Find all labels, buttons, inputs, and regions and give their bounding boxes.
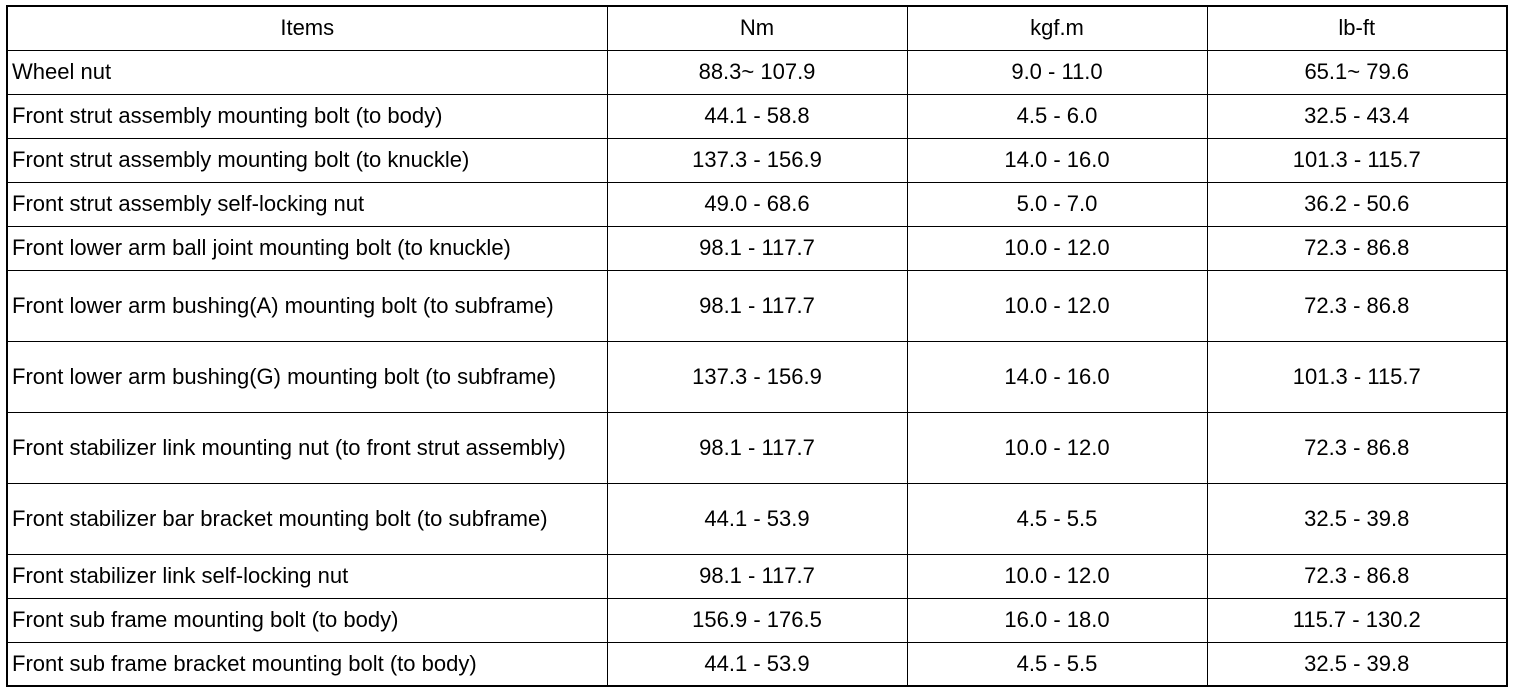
nm-cell: 88.3~ 107.9 [607,50,907,94]
table-row [7,182,1507,226]
kgfm-cell: 14.0 - 16.0 [907,341,1207,412]
item-cell: Front stabilizer link self-locking nut [7,554,607,598]
item-cell: Front lower arm bushing(G) mounting bolt (to subframe) [7,341,607,412]
nm-cell: 98.1 - 117.7 [607,226,907,270]
nm-cell: 44.1 - 53.9 [607,483,907,554]
table-row [7,270,1507,341]
nm-cell: 98.1 - 117.7 [607,412,907,483]
nm-cell: 98.1 - 117.7 [607,554,907,598]
lbft-cell: 65.1~ 79.6 [1207,50,1507,94]
item-cell: Front sub frame mounting bolt (to body) [7,598,607,642]
item-cell: Front lower arm bushing(A) mounting bolt (to subframe) [7,270,607,341]
table-row [7,94,1507,138]
torque-spec-table [6,5,1508,687]
lbft-cell: 72.3 - 86.8 [1207,226,1507,270]
item-cell: Front sub frame bracket mounting bolt (to body) [7,642,607,686]
header-lb-ft: lb-ft [1207,6,1507,50]
kgfm-cell: 9.0 - 11.0 [907,50,1207,94]
lbft-cell: 36.2 - 50.6 [1207,182,1507,226]
table-row [7,341,1507,412]
nm-cell: 49.0 - 68.6 [607,182,907,226]
kgfm-cell: 4.5 - 6.0 [907,94,1207,138]
table-row [7,50,1507,94]
lbft-cell: 32.5 - 39.8 [1207,642,1507,686]
kgfm-cell: 10.0 - 12.0 [907,270,1207,341]
item-cell: Front stabilizer bar bracket mounting bolt (to subframe) [7,483,607,554]
header-kgf-m: kgf.m [907,6,1207,50]
lbft-cell: 72.3 - 86.8 [1207,554,1507,598]
lbft-cell: 72.3 - 86.8 [1207,270,1507,341]
item-cell: Front strut assembly self-locking nut [7,182,607,226]
table-row [7,483,1507,554]
kgfm-cell: 14.0 - 16.0 [907,138,1207,182]
nm-cell: 137.3 - 156.9 [607,138,907,182]
lbft-cell: 115.7 - 130.2 [1207,598,1507,642]
kgfm-cell: 5.0 - 7.0 [907,182,1207,226]
table-header-row [7,6,1507,50]
lbft-cell: 32.5 - 39.8 [1207,483,1507,554]
item-cell: Front strut assembly mounting bolt (to body) [7,94,607,138]
table-row [7,642,1507,686]
header-items: Items [7,6,607,50]
nm-cell: 137.3 - 156.9 [607,341,907,412]
item-cell: Front stabilizer link mounting nut (to front strut assembly) [7,412,607,483]
kgfm-cell: 4.5 - 5.5 [907,642,1207,686]
item-cell: Front lower arm ball joint mounting bolt (to knuckle) [7,226,607,270]
header-nm: Nm [607,6,907,50]
kgfm-cell: 10.0 - 12.0 [907,412,1207,483]
table-row [7,598,1507,642]
lbft-cell: 32.5 - 43.4 [1207,94,1507,138]
nm-cell: 44.1 - 53.9 [607,642,907,686]
lbft-cell: 72.3 - 86.8 [1207,412,1507,483]
nm-cell: 98.1 - 117.7 [607,270,907,341]
table-row [7,138,1507,182]
lbft-cell: 101.3 - 115.7 [1207,341,1507,412]
item-cell: Front strut assembly mounting bolt (to knuckle) [7,138,607,182]
kgfm-cell: 4.5 - 5.5 [907,483,1207,554]
table-row [7,412,1507,483]
nm-cell: 156.9 - 176.5 [607,598,907,642]
nm-cell: 44.1 - 58.8 [607,94,907,138]
item-cell: Wheel nut [7,50,607,94]
kgfm-cell: 16.0 - 18.0 [907,598,1207,642]
kgfm-cell: 10.0 - 12.0 [907,554,1207,598]
table-row [7,554,1507,598]
kgfm-cell: 10.0 - 12.0 [907,226,1207,270]
lbft-cell: 101.3 - 115.7 [1207,138,1507,182]
table-row [7,226,1507,270]
